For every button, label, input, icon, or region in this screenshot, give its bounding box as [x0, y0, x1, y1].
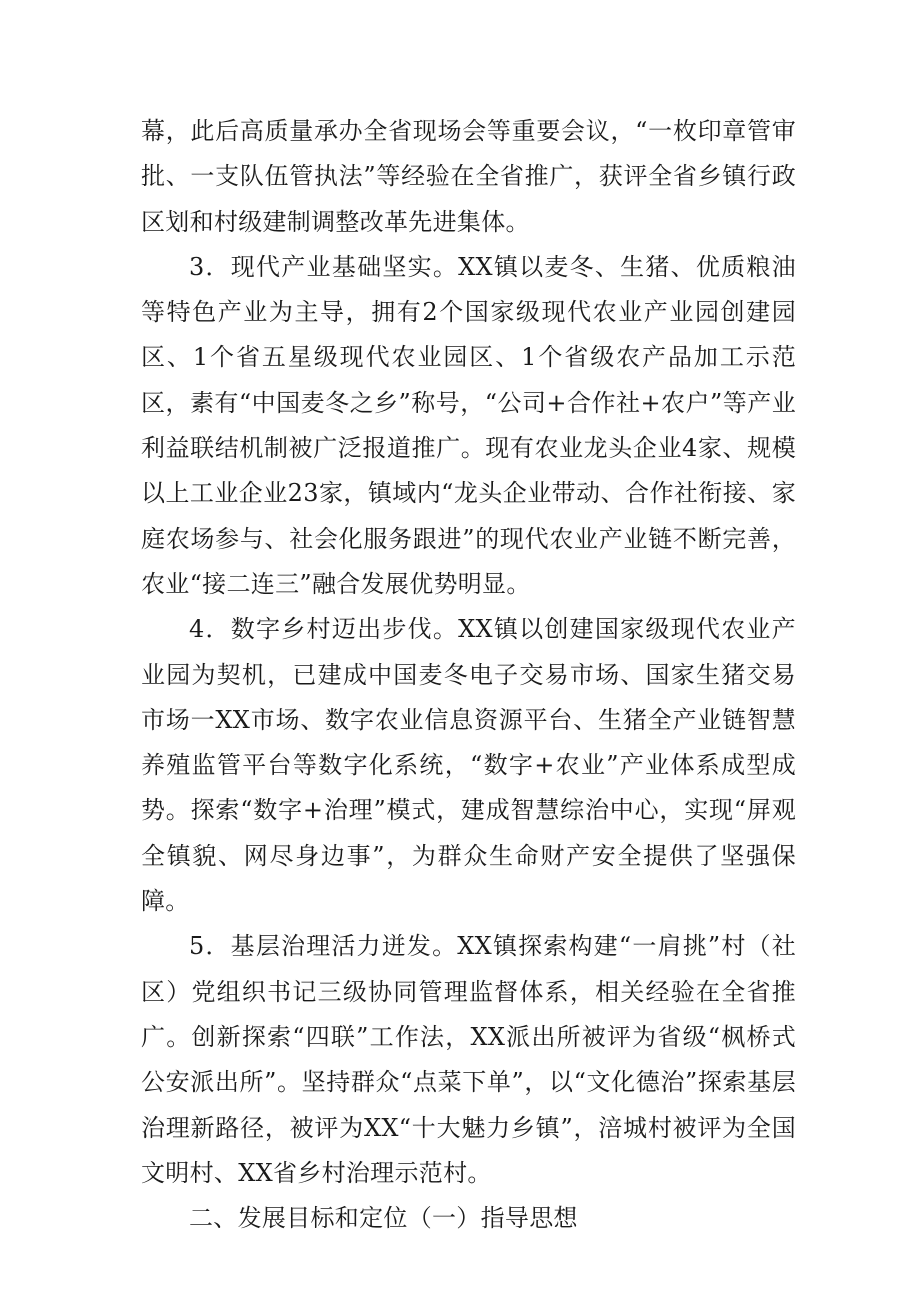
paragraph-grassroots-governance: 5．基层治理活力迸发。XX镇探索构建“一肩挑”村（社区）党组织书记三级协同管理监督体系，相关经验在全省推广。创新探索“四联”工作法，XX派出所被评为省级“枫桥式公安派出所”。坚持群众“点菜下单”，以“文化德治”探索基层治理新路径，被评为XX“十大魅力乡镇”，涪城村被评为全国文明村、XX省乡村治理示范村。 [141, 932, 796, 1187]
paragraph-continuation: 幕，此后高质量承办全省现场会等重要会议，“一枚印章管审批、一支队伍管执法”等经验在全省推广，获评全省乡镇行政区划和村级建制调整改革先进集体。 [141, 117, 796, 236]
document-body [141, 109, 796, 1241]
paragraph-modern-industry: 3．现代产业基础坚实。XX镇以麦冬、生猪、优质粮油等特色产业为主导，拥有2个国家级现代农业产业园创建园区、1个省五星级现代农业园区、1个省级农产品加工示范区，素有“中国麦冬之乡”称号，“公司+合作社+农户”等产业利益联结机制被广泛报道推广。现有农业龙头企业4家、规模以上工业企业23家，镇域内“龙头企业带动、合作社衔接、家庭农场参与、社会化服务跟进”的现代农业产业链不断完善，农业“接二连三”融合发展优势明显。 [141, 252, 796, 598]
section-heading: 二、发展目标和定位（一）指导思想 [189, 1204, 578, 1233]
paragraph-digital-village: 4．数字乡村迈出步伐。XX镇以创建国家级现代农业产业园为契机，已建成中国麦冬电子交易市场、国家生猪交易市场一XX市场、数字农业信息资源平台、生猪全产业链智慧养殖监管平台等数字化系统，“数字+农业”产业体系成型成势。探索“数字+治理”模式，建成智慧综治中心，实现“屏观全镇貌、网尽身边事”，为群众生命财产安全提供了坚强保障。 [141, 615, 796, 916]
